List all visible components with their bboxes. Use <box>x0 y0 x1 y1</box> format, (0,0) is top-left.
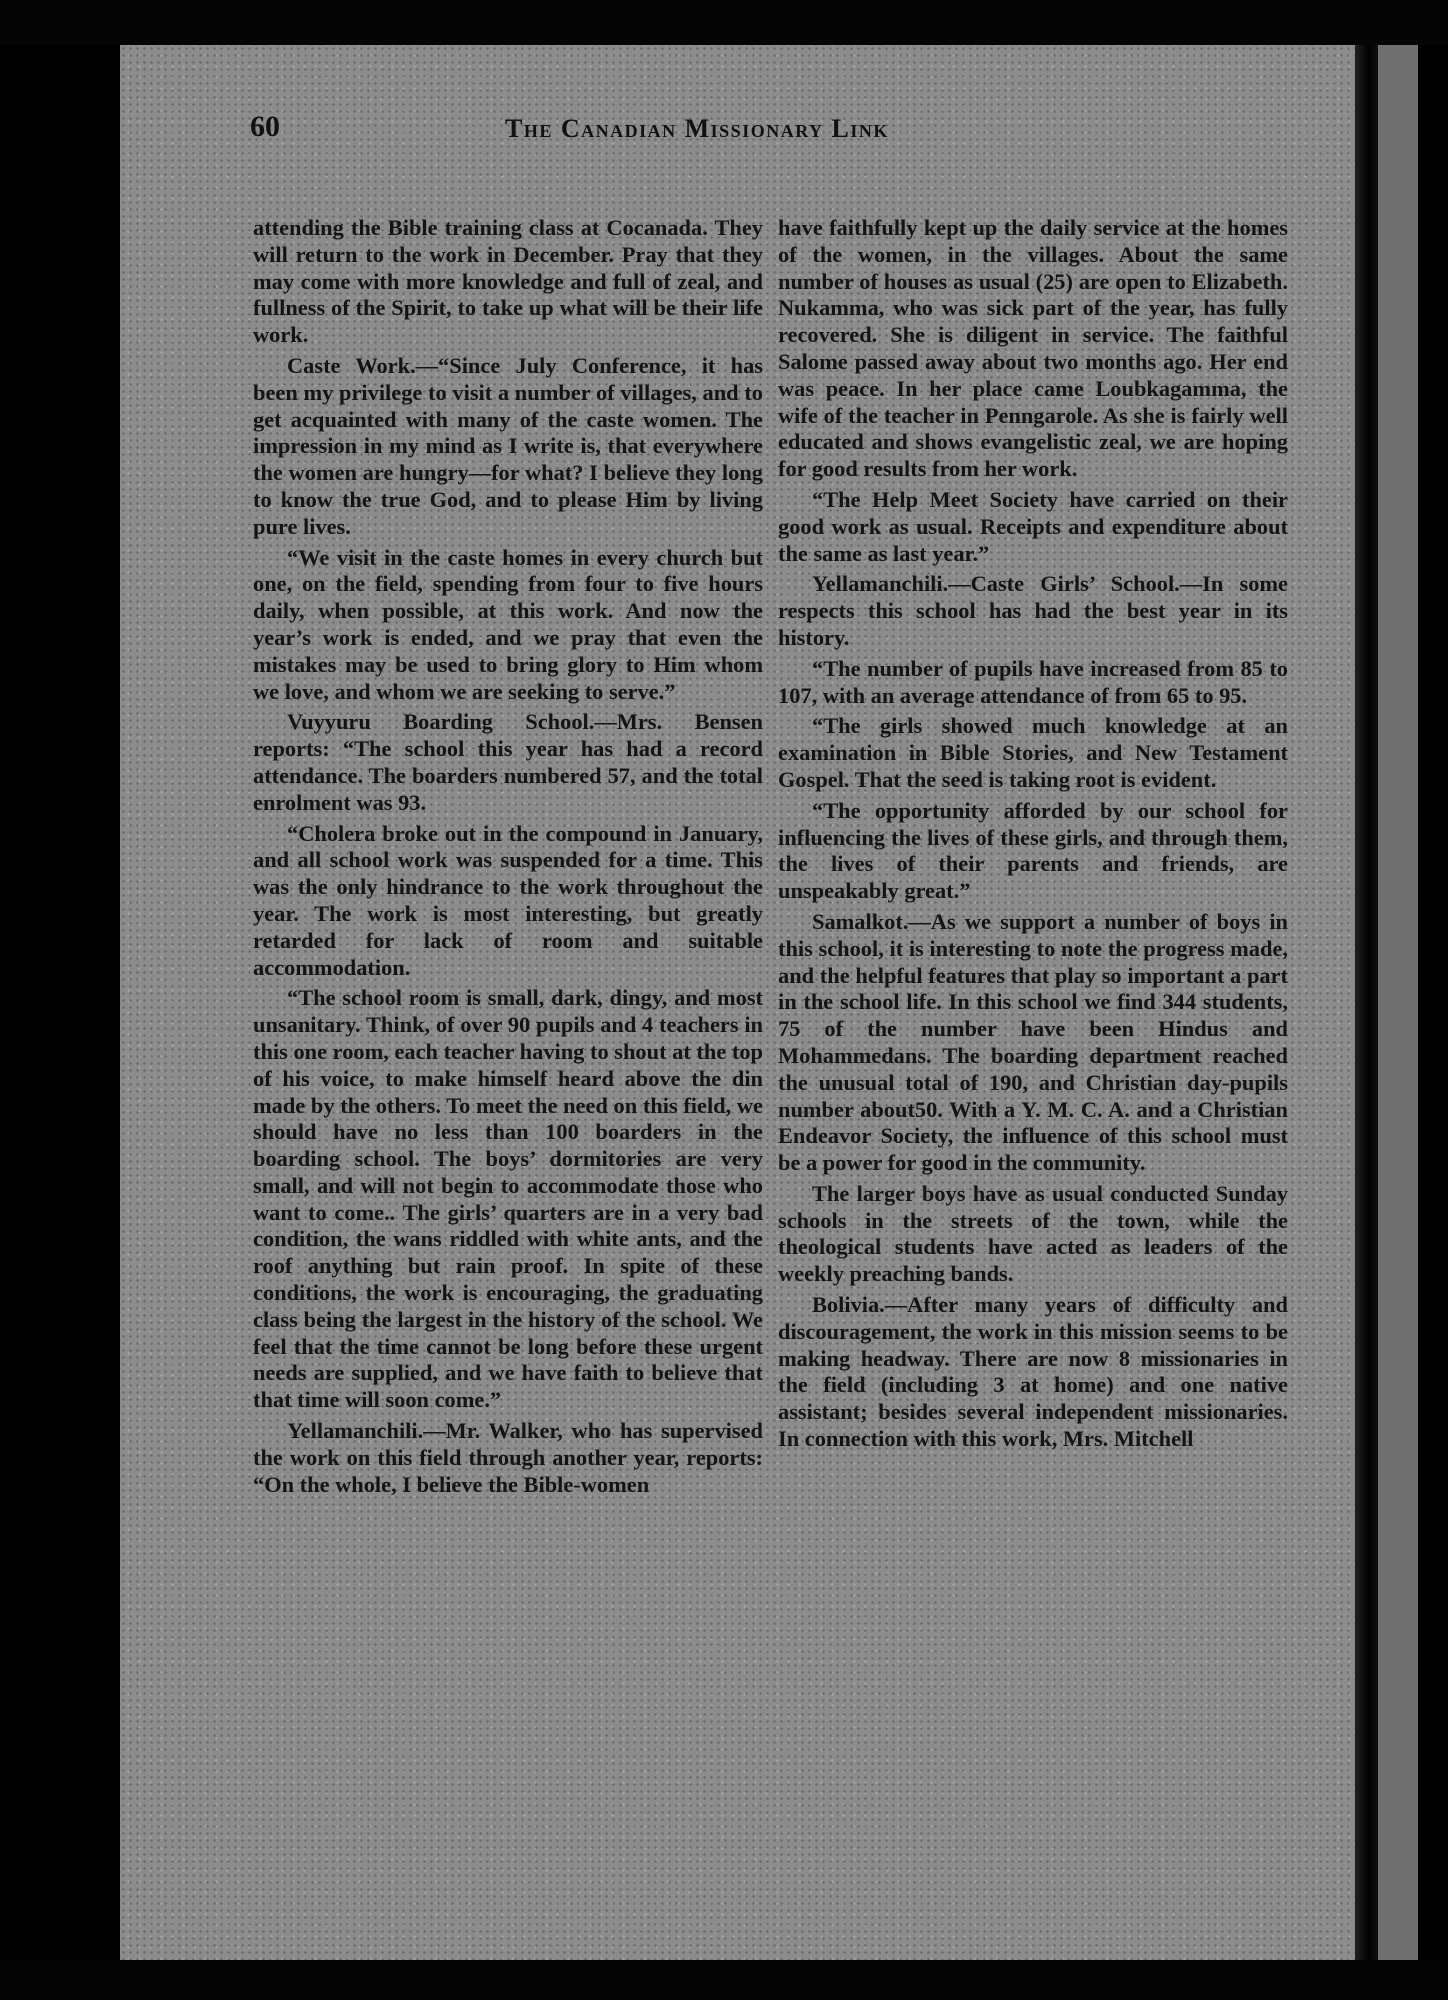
paragraph: “The school room is small, dark, dingy, and most unsanitary. Think, of over 90 pupils and 4 teachers in this one room, each teacher having to shout at the top of his voice, to make himself heard above the din made by the others. To meet the need on this field, we should have no less than 100 boarders in the boarding school. The boys’ dormitories are very small, and will not begin to accommodate those who want to come.. The girls’ quarters are in a very bad condition, the wans riddled with white ants, and the roof anything but rain proof. In spite of these conditions, the work is encouraging, the graduating class being the largest in the history of the school. We feel that the time cannot be long before these urgent needs are supplied, and we have faith to believe that that time will soon come.” <box>253 985 763 1413</box>
paragraph: Bolivia.—After many years of difficulty and discouragement, the work in this mission seems to be making headway. There are now 8 missionaries in the field (including 3 at home) and one native assistant; besides several independent missionaries. In connection with this work, Mrs. Mitchell <box>778 1292 1288 1452</box>
paragraph: attending the Bible training class at Cocanada. They will return to the work in December. Pray that they may come with more knowledge and full of zeal, and fullness of the Spirit, to take up what will be their life work. <box>253 215 763 348</box>
left-column <box>253 215 763 1498</box>
paragraph: Vuyyuru Boarding School.—Mrs. Bensen reports: “The school this year has had a record attendance. The boarders numbered 57, and the total enrolment was 93. <box>253 709 763 815</box>
paragraph: “The number of pupils have increased from 85 to 107, with an average attendance of from 65 to 95. <box>778 655 1288 708</box>
paragraph: The larger boys have as usual conducted Sunday schools in the streets of the town, while the theological students have acted as leaders of the weekly preaching bands. <box>778 1180 1288 1287</box>
page-header <box>250 110 1250 160</box>
running-head: The Canadian Missionary Link <box>505 114 889 143</box>
page-number: 60 <box>250 110 280 143</box>
paragraph: “The opportunity afforded by our school for influencing the lives of these girls, and through them, the lives of their parents and friends, are unspeakably great.” <box>778 797 1288 904</box>
right-column <box>778 215 1288 1453</box>
paragraph: Yellamanchili.—Mr. Walker, who has supervised the work on this field through another year, reports: “On the whole, I believe the Bible-women <box>253 1418 763 1497</box>
paragraph: Caste Work.—“Since July Conference, it has been my privilege to visit a number of villages, and to get acquainted with many of the caste women. The impression in my mind as I write is, that everywhere the women are hungry—for what? I believe they long to know the true God, and to please Him by living pure lives. <box>253 352 763 539</box>
paragraph: “The girls showed much knowledge at an examination in Bible Stories, and New Testament Gospel. That the seed is taking root is evident. <box>778 713 1288 792</box>
paragraph: “The Help Meet Society have carried on their good work as usual. Receipts and expenditure about the same as last year.” <box>778 486 1288 566</box>
adjacent-page-edge <box>1378 45 1418 1960</box>
scan-border-bottom <box>0 1960 1448 2000</box>
paragraph: “We visit in the caste homes in every church but one, on the field, spending from four to five hours daily, when possible, at this work. And now the year’s work is ended, and we pray that even the mistakes may be used to bring glory to Him whom we love, and whom we are seeking to serve.” <box>253 544 763 704</box>
paragraph: have faithfully kept up the daily service at the homes of the women, in the villages. About the same number of houses as usual (25) are open to Elizabeth. Nukamma, who was sick part of the year, has fully recovered. She is diligent in service. The faithful Salome passed away about two months ago. Her end was peace. In her place came Loubkagamma, the wife of the teacher in Penngarole. As she is fairly well educated and shows evangelistic zeal, we are hoping for good results from her work. <box>778 215 1288 482</box>
paragraph: Yellamanchili.—Caste Girls’ School.—In some respects this school has had the best year in its history. <box>778 571 1288 650</box>
paragraph: “Cholera broke out in the compound in January, and all school work was suspended for a time. This was the only hindrance to the work throughout the year. The work is most interesting, but greatly retarded for lack of room and suitable accommodation. <box>253 820 763 980</box>
scan-border-top <box>0 0 1448 45</box>
paragraph: Samalkot.—As we support a number of boys in this school, it is interesting to note the progress made, and the helpful features that play so important a part in the school life. In this school we find 344 students, 75 of the number have been Hindus and Mohammedans. The boarding department reached the unusual total of 190, and Christian day-pupils number about50. With a Y. M. C. A. and a Christian Endeavor Society, the influence of this school must be a power for good in the community. <box>778 908 1288 1176</box>
page-gutter <box>1355 45 1378 1960</box>
